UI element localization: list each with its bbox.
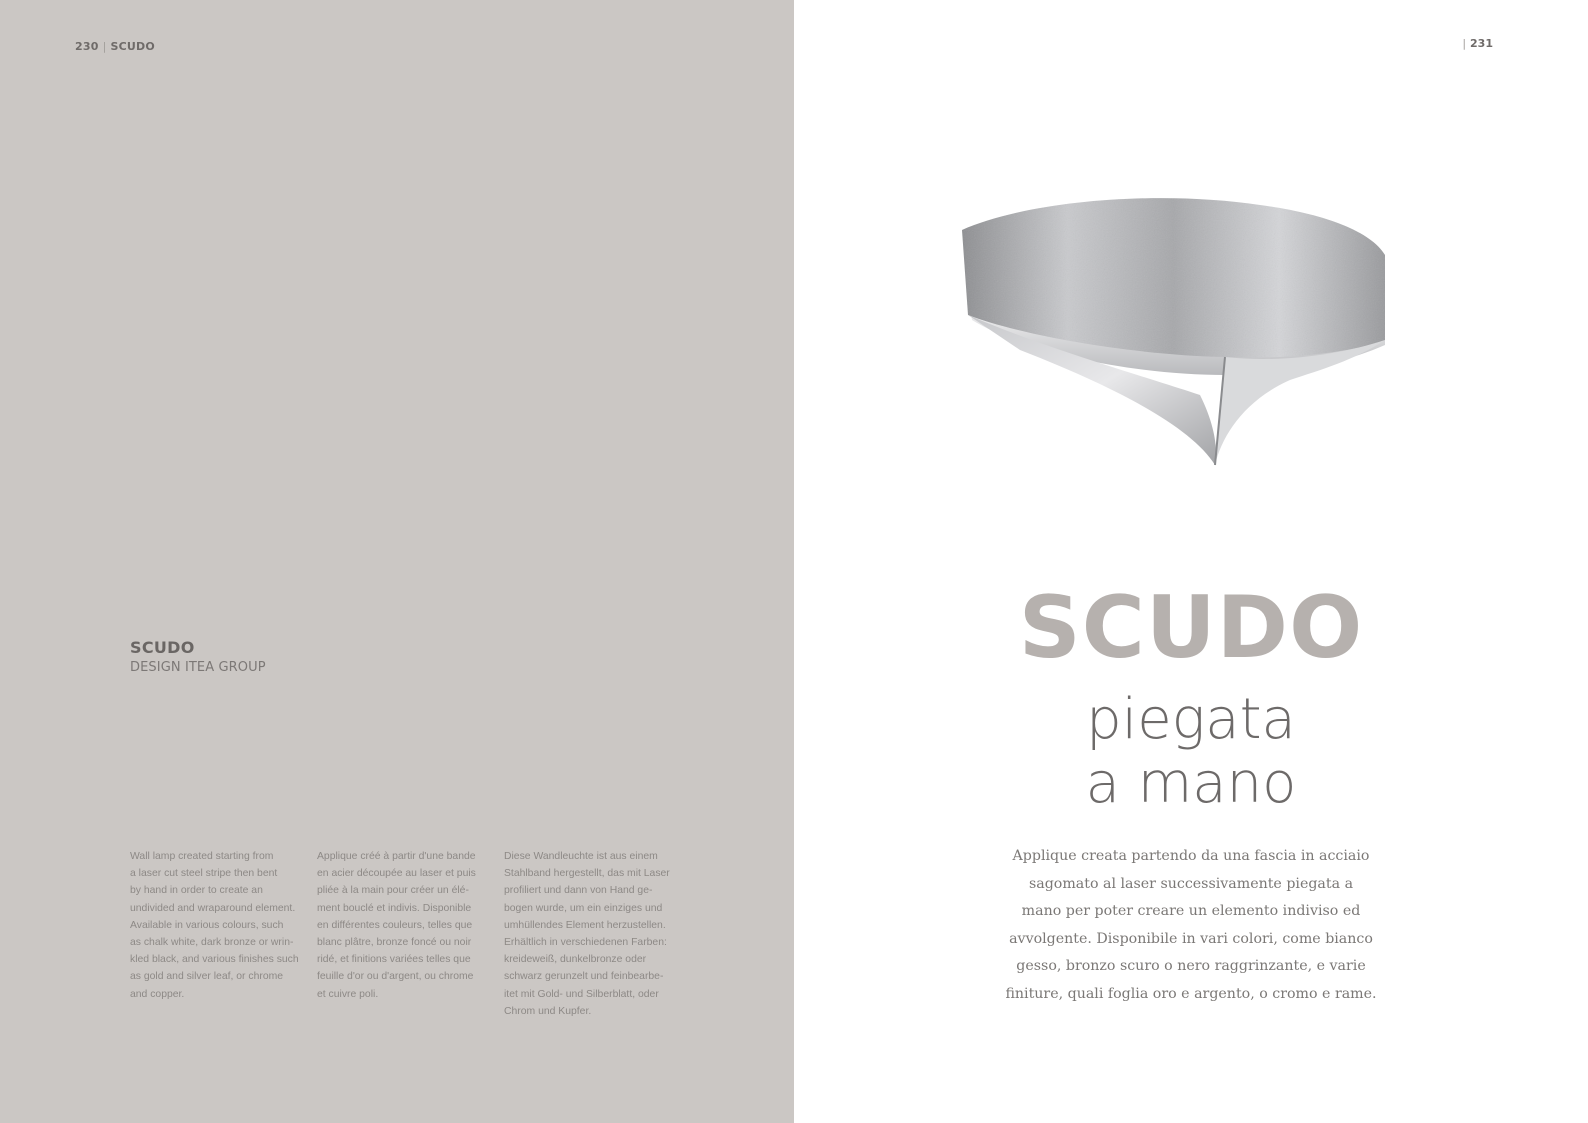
description-english: Wall lamp created starting from a laser cut steel stripe then bent by hand in order to create an undivided and wraparound element. Available in various colours, such as chalk white, dark bronze or wrin- kled black, and various finishes such as gold and silver leaf, or chrome and copper. bbox=[130, 851, 299, 1000]
description-italian: Applique creata partendo da una fascia in acciaio sagomato al laser successivamente piegata a mano per poter creare un elemento indiviso ed avvolgente. Disponibile in vari colori, come bianco gesso, bronzo scuro o nero raggrinzante, e varie finiture, quali foglia oro e argento, o cromo e rame. bbox=[1005, 848, 1377, 1002]
product-title: SCUDO bbox=[1018, 578, 1364, 678]
right-page-header: | 231 bbox=[1462, 37, 1493, 50]
left-page-number: 230 bbox=[75, 40, 99, 53]
left-page-header: 230 | SCUDO bbox=[75, 40, 155, 53]
product-name: SCUDO bbox=[130, 638, 195, 657]
product-heading bbox=[130, 638, 266, 675]
left-section-name: SCUDO bbox=[110, 40, 155, 53]
subtitle-line-1: piegata bbox=[1086, 687, 1296, 752]
right-page-number: 231 bbox=[1470, 37, 1493, 50]
scudo-lamp-image bbox=[960, 185, 1410, 475]
subtitle-line-2: a mano bbox=[1085, 751, 1297, 816]
description-french: Applique créé à partir d'une bande en acier découpée au laser et puis pliée à la main pour créer un élé- ment bouclé et indivis. Disponible en différentes couleurs, telles que blanc plâtre, bronze foncé ou noir ridé, et finitions variées telles que feuille d'or ou d'argent, ou chrome et cuivre poli. bbox=[317, 851, 476, 1000]
product-designer: DESIGN ITEA GROUP bbox=[130, 660, 266, 675]
lamp-photo bbox=[960, 185, 1410, 475]
description-german: Diese Wandleuchte ist aus einem Stahlband hergestellt, das mit Laser profiliert und dann von Hand ge- bogen wurde, um ein einziges und umhüllendes Element herzustellen. Erhältlich in verschiedenen Farben: kreideweiß, dunkelbronze oder schwarz gerunzelt und feinbearbe- itet mit Gold- und Silberblatt, oder Chrom und Kupfer. bbox=[504, 851, 670, 1017]
